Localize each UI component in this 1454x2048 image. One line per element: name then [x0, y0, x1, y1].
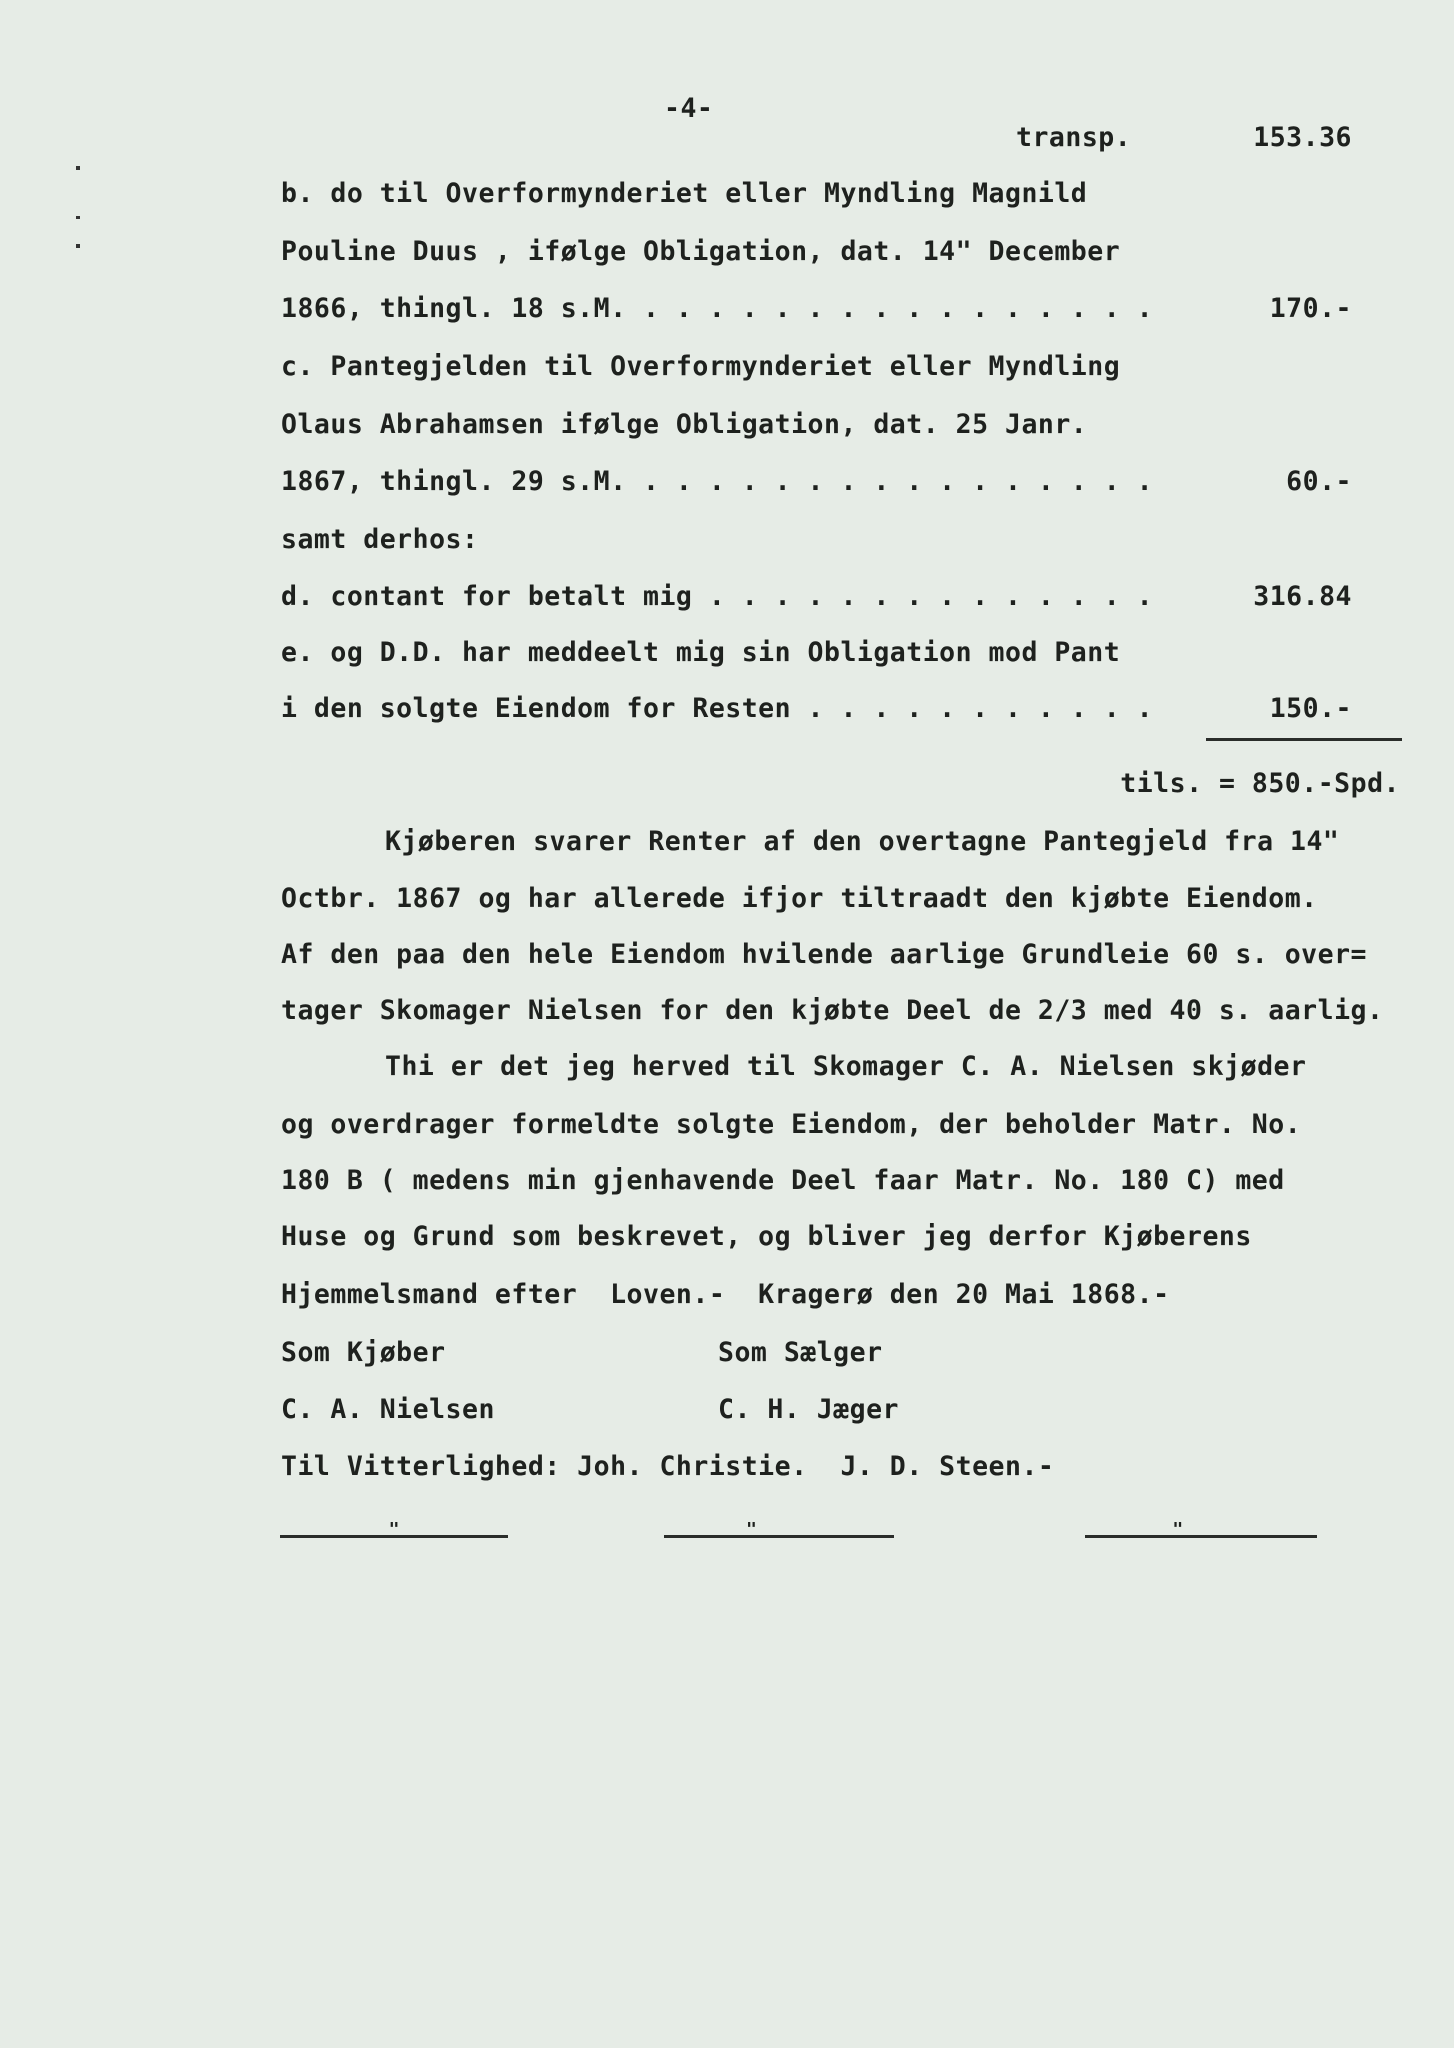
item-line: b. do til Overformynderiet eller Myndling Magnild	[281, 178, 1088, 209]
body-line: Af den paa den hele Eiendom hvilende aarlige Grundleie 60 s. over=	[281, 939, 1367, 970]
ditto-mark: "	[745, 1519, 757, 1540]
transp-label: transp.	[1016, 122, 1132, 153]
item-amount: 150.-	[1269, 693, 1352, 724]
item-line: d. contant for betalt mig . . . . . . . . . . . . . .	[281, 581, 1154, 612]
body-line: Hjemmelsmand efter Loven.- Kragerø den 20 Mai 1868.-	[281, 1279, 1170, 1310]
body-line: Thi er det jeg herved til Skomager C. A. Nielsen skjøder	[385, 1051, 1307, 1082]
margin-mark	[76, 244, 80, 248]
transp-amount: 153.36	[1253, 122, 1352, 153]
item-line: Pouline Duus , ifølge Obligation, dat. 14" December	[281, 236, 1121, 267]
item-line: samt derhos:	[281, 524, 479, 555]
closing-rule	[1085, 1519, 1317, 1540]
item-amount: 170.-	[1269, 293, 1352, 324]
item-line: e. og D.D. har meddeelt mig sin Obligation mod Pant	[281, 637, 1121, 668]
margin-mark	[76, 166, 80, 170]
item-line: Olaus Abrahamsen ifølge Obligation, dat. 25 Janr.	[281, 409, 1088, 440]
item-line: i den solgte Eiendom for Resten . . . . . . . . . . .	[281, 693, 1154, 724]
total-line: tils. = 850.-Spd.	[1120, 768, 1400, 799]
item-line: 1867, thingl. 29 s.M. . . . . . . . . . . . . . . . .	[281, 466, 1154, 497]
closing-rule	[280, 1519, 508, 1540]
buyer-name: C. A. Nielsen	[281, 1394, 495, 1425]
witnesses-line: Til Vitterlighed: Joh. Christie. J. D. Steen.-	[281, 1451, 1055, 1482]
body-line: 180 B ( medens min gjenhavende Deel faar Matr. No. 180 C) med	[281, 1165, 1285, 1196]
ditto-mark: "	[1172, 1519, 1184, 1540]
body-line: Kjøberen svarer Renter af den overtagne Pantegjeld fra 14"	[385, 826, 1340, 857]
seller-name: C. H. Jæger	[718, 1394, 899, 1425]
ditto-mark: "	[388, 1519, 400, 1540]
body-line: og overdrager formeldte solgte Eiendom, der beholder Matr. No.	[281, 1109, 1302, 1140]
item-line: 1866, thingl. 18 s.M. . . . . . . . . . . . . . . . .	[281, 293, 1154, 324]
page-number: -4-	[664, 93, 714, 124]
item-line: c. Pantegjelden til Overformynderiet eller Myndling	[281, 351, 1121, 382]
item-amount: 316.84	[1253, 581, 1352, 612]
closing-rule	[664, 1519, 894, 1540]
sum-rule	[1206, 738, 1402, 741]
body-line: tager Skomager Nielsen for den kjøbte Deel de 2/3 med 40 s. aarlig.	[281, 995, 1384, 1026]
margin-mark	[76, 216, 80, 219]
seller-label: Som Sælger	[718, 1337, 883, 1368]
body-line: Huse og Grund som beskrevet, og bliver jeg derfor Kjøberens	[281, 1221, 1252, 1252]
buyer-label: Som Kjøber	[281, 1337, 446, 1368]
item-amount: 60.-	[1286, 466, 1352, 497]
body-line: Octbr. 1867 og har allerede ifjor tiltraadt den kjøbte Eiendom.	[281, 883, 1318, 914]
